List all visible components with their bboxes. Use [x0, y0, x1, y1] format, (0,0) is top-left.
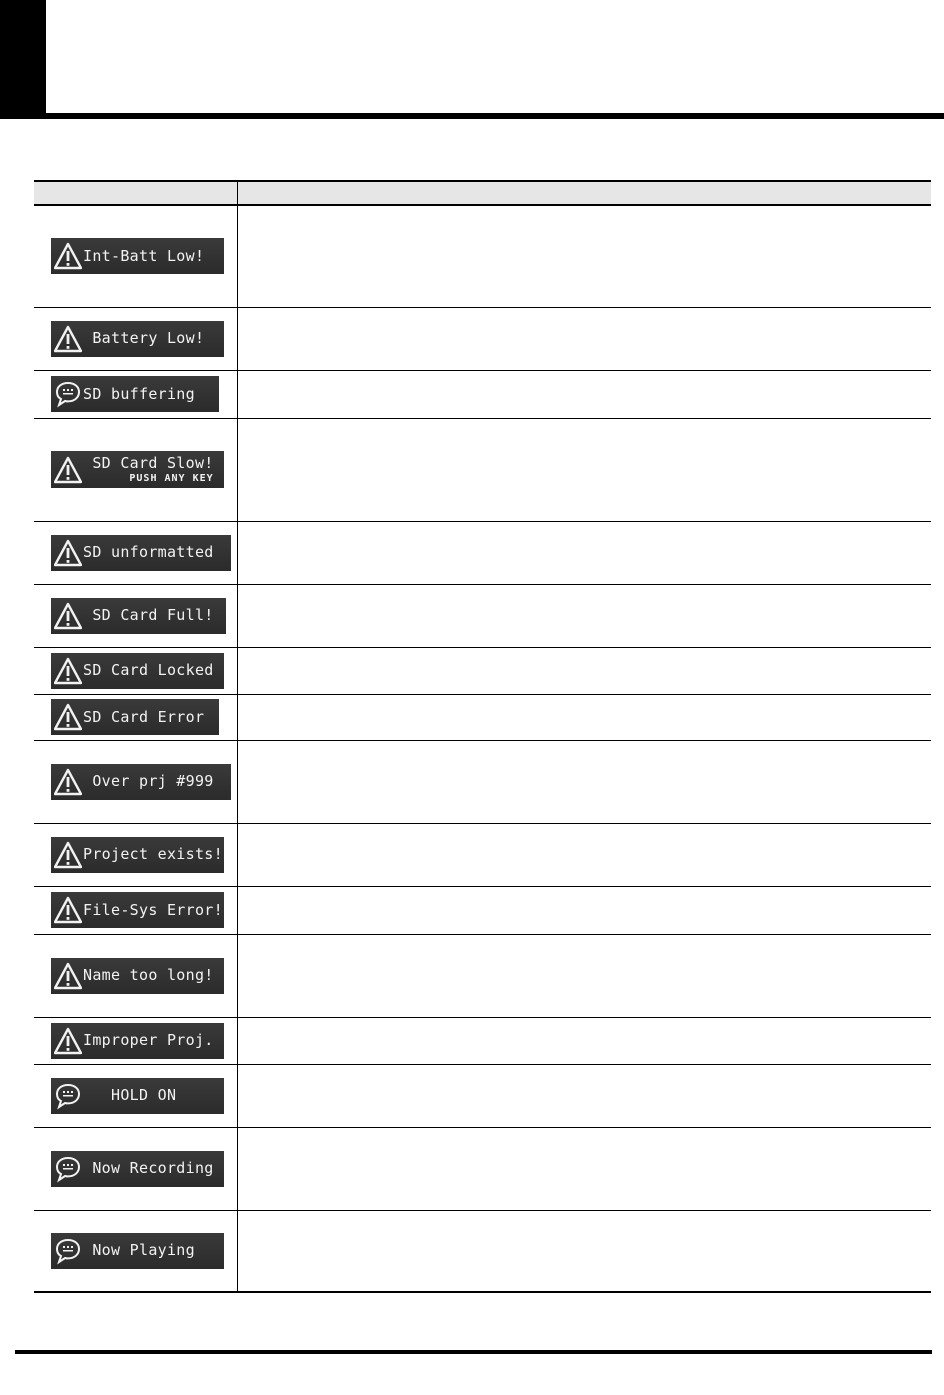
table-body: [34, 205, 931, 1292]
lcd-message-text: SD Card Slow!: [83, 453, 214, 472]
lcd-message-subtext: PUSH ANY KEY: [129, 472, 214, 484]
message-cell: [34, 205, 238, 307]
lcd-message-display: [51, 451, 224, 488]
table-row: [34, 418, 931, 521]
description-cell: [238, 307, 932, 370]
lcd-message-text: HOLD ON: [83, 1086, 177, 1104]
lcd-message-text: Now Playing: [83, 1241, 195, 1260]
warning-icon: [53, 455, 83, 485]
lcd-message-display: [51, 958, 224, 994]
lcd-message-text: SD buffering: [83, 384, 195, 403]
description-cell: [238, 521, 932, 584]
warning-icon: [53, 656, 83, 686]
warning-icon: [53, 895, 83, 925]
lcd-message-text: SD Card Full!: [83, 606, 214, 624]
description-cell: [238, 418, 932, 521]
message-cell: [34, 934, 238, 1017]
warning-icon: [53, 840, 83, 870]
lcd-message-text: SD unformatted: [83, 543, 214, 561]
table-row: [34, 205, 931, 307]
speech-bubble-icon: [53, 1154, 83, 1184]
message-cell: [34, 1064, 238, 1127]
table-row: [34, 740, 931, 823]
description-cell: [238, 370, 932, 418]
message-cell: [34, 740, 238, 823]
lcd-message-text: Over prj #999: [83, 772, 214, 790]
table-row: [34, 1064, 931, 1127]
lcd-message-text: Now Recording: [83, 1159, 214, 1177]
header-cell-description: [238, 181, 932, 205]
description-cell: [238, 647, 932, 694]
header-cell-message: [34, 181, 238, 205]
lcd-message-display: [51, 892, 224, 928]
lcd-message-text: Project exists!: [83, 845, 223, 863]
table-row: [34, 584, 931, 647]
header-rule: [46, 113, 944, 119]
lcd-message-display: [51, 598, 226, 634]
warning-icon: [53, 538, 83, 568]
footer-rule: [15, 1350, 932, 1354]
speech-bubble-icon: [53, 1081, 83, 1111]
message-cell: [34, 694, 238, 740]
warning-icon: [53, 767, 83, 797]
description-cell: [238, 886, 932, 934]
description-cell: [238, 1210, 932, 1292]
lcd-message-display: [51, 1078, 224, 1114]
warning-icon: [53, 324, 83, 354]
lcd-message-text: SD Card Locked: [83, 661, 214, 679]
lcd-message-text: Name too long!: [83, 966, 214, 984]
lcd-message-text: Battery Low!: [83, 329, 205, 347]
message-cell: [34, 1210, 238, 1292]
table-row: [34, 370, 931, 418]
lcd-message-display: [51, 376, 219, 412]
lcd-message-text: Improper Proj.: [83, 1031, 214, 1049]
speech-bubble-icon: [53, 1236, 83, 1266]
lcd-message-text: Int-Batt Low!: [83, 246, 205, 265]
table-row: [34, 521, 931, 584]
description-cell: [238, 934, 932, 1017]
lcd-message-text: File-Sys Error!: [83, 900, 223, 919]
lcd-message-text: SD Card Error: [83, 707, 205, 726]
description-cell: [238, 823, 932, 886]
table-row: [34, 1017, 931, 1064]
table-header-row: [34, 181, 931, 205]
description-cell: [238, 694, 932, 740]
chapter-tab: [0, 0, 46, 116]
warning-icon: [53, 601, 83, 631]
message-cell: [34, 521, 238, 584]
lcd-message-display: [51, 1151, 224, 1187]
table-row: [34, 1127, 931, 1210]
description-cell: [238, 1064, 932, 1127]
message-cell: [34, 647, 238, 694]
lcd-message-display: [51, 764, 231, 800]
lcd-message-display: [51, 321, 224, 357]
message-cell: [34, 1127, 238, 1210]
description-cell: [238, 584, 932, 647]
message-cell: [34, 1017, 238, 1064]
description-cell: [238, 1127, 932, 1210]
description-cell: [238, 740, 932, 823]
table-row: [34, 1210, 931, 1292]
message-cell: [34, 584, 238, 647]
lcd-message-display: [51, 699, 219, 735]
lcd-message-display: [51, 837, 224, 873]
description-cell: [238, 205, 932, 307]
table-row: [34, 647, 931, 694]
header-rule-left: [0, 113, 46, 119]
message-cell: [34, 886, 238, 934]
message-cell: [34, 418, 238, 521]
lcd-message-display: [51, 238, 224, 274]
warning-icon: [53, 961, 83, 991]
table-row: [34, 823, 931, 886]
lcd-message-display: [51, 653, 224, 689]
lcd-message-display: [51, 535, 231, 571]
warning-icon: [53, 241, 83, 271]
warning-icon: [53, 702, 83, 732]
warning-icon: [53, 1026, 83, 1056]
message-cell: [34, 370, 238, 418]
description-cell: [238, 1017, 932, 1064]
message-cell: [34, 823, 238, 886]
message-table: [34, 180, 931, 1293]
table-row: [34, 934, 931, 1017]
message-cell: [34, 307, 238, 370]
speech-bubble-icon: [53, 379, 83, 409]
table-row: [34, 694, 931, 740]
table-row: [34, 307, 931, 370]
lcd-message-display: [51, 1023, 224, 1059]
lcd-message-display: [51, 1233, 224, 1269]
table-row: [34, 886, 931, 934]
